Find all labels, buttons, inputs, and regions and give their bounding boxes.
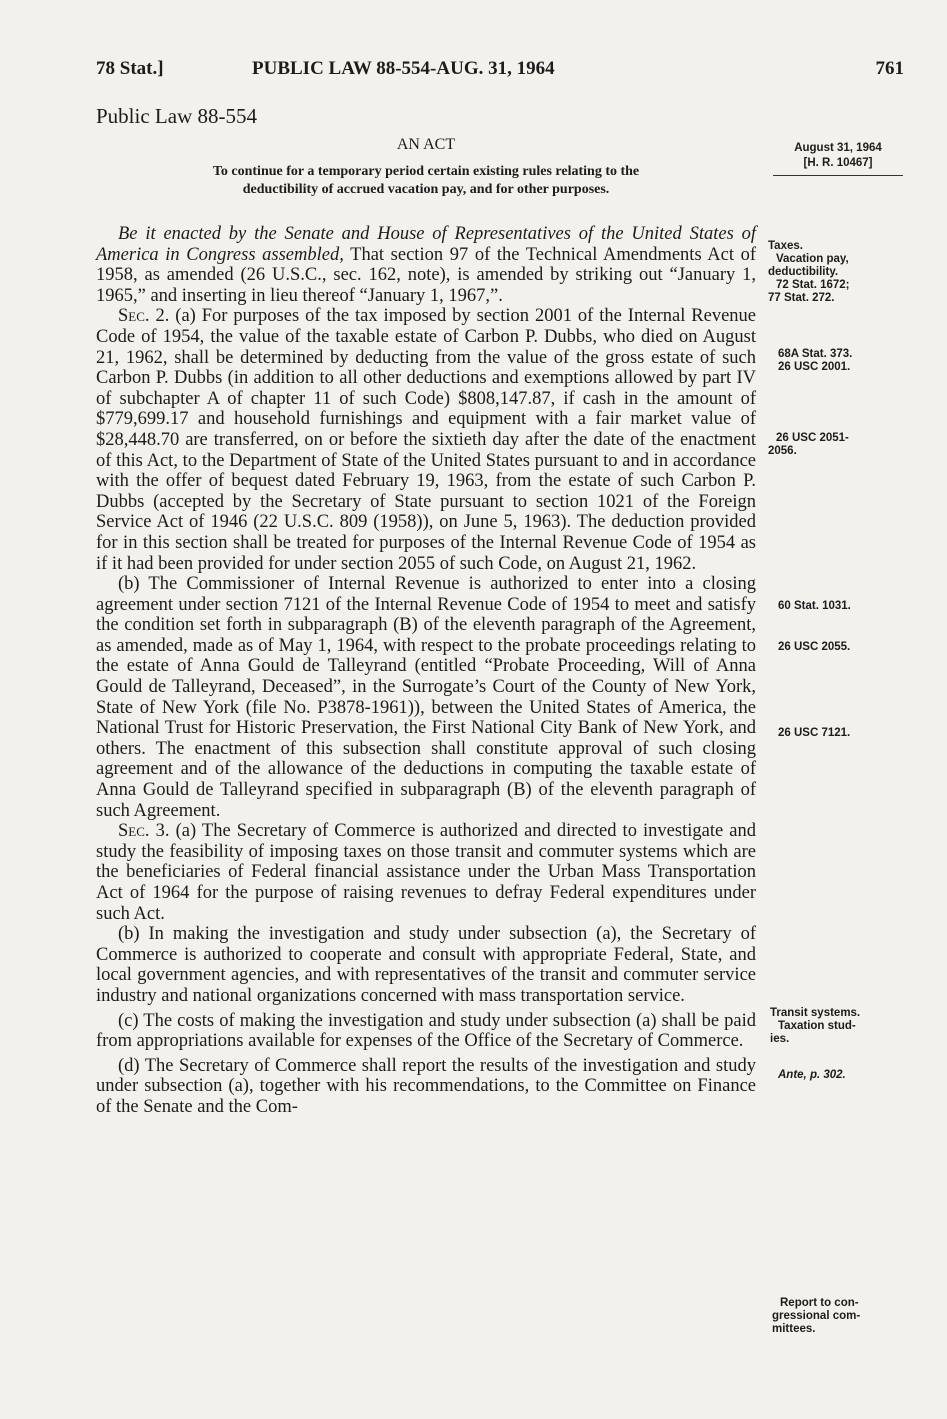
- margin-note-taxes: [768, 240, 908, 305]
- note-line: 26 USC 2001.: [778, 361, 851, 373]
- purpose-line-2: deductibility of accrued vacation pay, and for other purposes.: [242, 182, 610, 197]
- note-line: 26 USC 2051-: [776, 432, 849, 444]
- section-1: [96, 224, 756, 306]
- margin-note-report: [772, 1297, 912, 1336]
- section-3a: [96, 821, 756, 924]
- note-line: 72 Stat. 1672;: [776, 279, 850, 291]
- section-3d: (d) The Secretary of Commerce shall report the results of the investigation and study under subsection (a), together with his recommendations, to the Committee on Finance of the Senate and the Com-: [96, 1055, 756, 1117]
- section-3-label: Sec. 3.: [118, 821, 170, 842]
- margin-note-68a: [778, 348, 918, 374]
- note-line: 68A Stat. 373.: [778, 348, 853, 360]
- section-2b: (b) The Commissioner of Internal Revenue is authorized to enter into a closing agreement under section 7121 of the Internal Revenue Code of 1954 to meet and satisfy the condition set forth in subparagraph (B) of the eleventh paragraph of the Agreement, as amended, made as of May 1, 1964, with respect to the probate proceedings relating to the estate of Anna Gould de Talleyrand (entitled “Probate Proceeding, Will of Anna Gould de Talleyrand, Deceased”, in the Surrogate’s Court of the County of New York, State of New York (file No. P3878-1961)), between the United States of America, the National Trust for Historic Preservation, the First National City Bank of New York, and others. The enactment of this subsection shall constitute approval of such closing agreement and of the allowance of the deductions in computing the taxable estate of Anna Gould de Talleyrand specified in subparagraph (B) of the eleventh paragraph of such Agreement.: [96, 574, 756, 821]
- margin-note-60stat: 60 Stat. 1031.: [778, 600, 851, 612]
- note-line: mittees.: [772, 1323, 816, 1335]
- act-label: AN ACT: [396, 136, 456, 153]
- running-header: [96, 58, 906, 88]
- margin-note-2051: [768, 432, 908, 458]
- note-line: deductibility.: [768, 266, 839, 278]
- margin-note-transit: [770, 1007, 910, 1046]
- section-3a-text: (a) The Secretary of Commerce is authorized and directed to investigate and study the feasibility of imposing taxes on those transit and commuter systems which are the beneficiaries of Federal financial assistance under the Urban Mass Transportation Act of 1964 for the purpose of raising revenues to defray Federal expenditures under such Act.: [96, 821, 756, 924]
- margin-note-7121: 26 USC 7121.: [778, 727, 851, 739]
- section-3b: (b) In making the investigation and study under subsection (a), the Secretary of Commerce is authorized to cooperate and consult with appropriate Federal, State, and local government agencies, and with representatives of the transit and commuter service industry and national organizations concerned with mass transportation service.: [96, 924, 756, 1006]
- section-2-label: Sec. 2.: [118, 306, 170, 327]
- note-line: 2056.: [768, 445, 797, 457]
- law-title: Public Law 88-554: [96, 104, 257, 128]
- section-3c: (c) The costs of making the investigation and study under subsection (a) shall be paid from appropriations available for expenses of the Office of the Secretary of Commerce.: [96, 1010, 756, 1052]
- note-line: ies.: [770, 1033, 790, 1045]
- enacting-clause: Be it enacted by the Senate and House of Representatives of the United States of America in Congress assembled,: [96, 224, 756, 265]
- note-line: Taxation stud-: [778, 1020, 856, 1032]
- note-line: Transit systems.: [770, 1007, 861, 1019]
- header-law-date: PUBLIC LAW 88-554-AUG. 31, 1964: [252, 58, 555, 79]
- margin-bill-number: [H. R. 10467]: [803, 157, 873, 169]
- margin-divider: [773, 175, 903, 176]
- margin-date-block: [773, 141, 903, 171]
- purpose-line-1: To continue for a temporary period certain existing rules relating to the: [212, 164, 640, 179]
- margin-note-ante: Ante, p. 302.: [778, 1069, 846, 1081]
- note-line: 77 Stat. 272.: [768, 292, 835, 304]
- section-1-text: That section 97 of the Technical Amendments Act of 1958, as amended (26 U.S.C., sec. 162, note), is amended by striking out “January 1, 1965,” and inserting in lieu thereof “January 1, 1967,”.: [96, 244, 756, 306]
- note-line: Vacation pay,: [776, 253, 849, 265]
- section-2a-text: (a) For purposes of the tax imposed by section 2001 of the Internal Revenue Code of 1954, the value of the taxable estate of Carbon P. Dubbs, who died on August 21, 1962, shall be determined by deducting from the value of the gross estate of such Carbon P. Dubbs (in addition to all other deductions and exemptions allowed by part IV of subchapter A of chapter 11 of such Code) $808,147.87, if cash in the amount of $779,699.17 and household furnishings and equipment with a fair market value of $28,448.70 are transferred, on or before the sixtieth day after the date of the enactment of this Act, to the Department of State of the United States pursuant to and in accordance with the offer of bequest dated February 19, 1963, from the estate of such Carbon P. Dubbs (accepted by the Secretary of State pursuant to section 1021 of the Foreign Service Act of 1946 (22 U.S.C. 809 (1958)), on June 5, 1963). The deduction provided for in this section shall be treated for purposes of the Internal Revenue Code of 1954 as if it had been provided for under section 2055 of such Code, on August 21, 1962.: [96, 306, 756, 574]
- law-body: [96, 224, 756, 1118]
- margin-note-2055: 26 USC 2055.: [778, 641, 851, 653]
- act-purpose: [96, 163, 756, 199]
- note-line: gressional com-: [772, 1310, 861, 1322]
- margin-date: August 31, 1964: [794, 142, 882, 154]
- note-line: Report to con-: [780, 1297, 859, 1309]
- section-2a: [96, 306, 756, 574]
- note-line: Taxes.: [768, 240, 803, 252]
- header-volume: 78 Stat.]: [96, 58, 164, 79]
- page-number: 761: [875, 58, 904, 79]
